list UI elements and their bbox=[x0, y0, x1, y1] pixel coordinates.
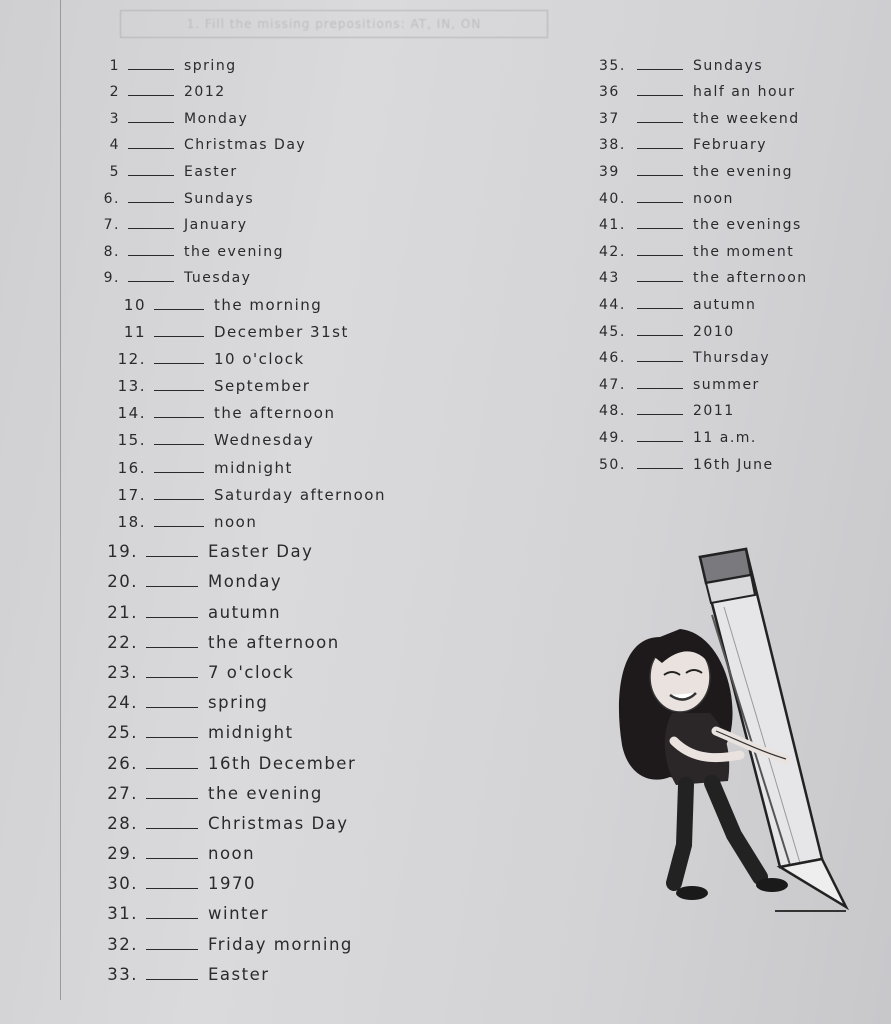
exercise-item bbox=[78, 923, 498, 953]
answer-blank[interactable] bbox=[637, 228, 683, 229]
item-number: 5 bbox=[109, 163, 120, 180]
item-number: 31. bbox=[107, 904, 138, 924]
item-number: 50. bbox=[599, 456, 626, 473]
item-text: Thursday bbox=[693, 350, 771, 367]
answer-blank[interactable] bbox=[128, 175, 174, 176]
answer-blank[interactable] bbox=[154, 472, 204, 473]
item-number: 47. bbox=[599, 376, 626, 393]
item-number: 4 bbox=[109, 137, 120, 154]
answer-blank[interactable] bbox=[146, 707, 198, 708]
exercise-item bbox=[78, 863, 498, 893]
answer-blank[interactable] bbox=[637, 148, 683, 149]
item-text: half an hour bbox=[693, 84, 796, 101]
item-text: Easter bbox=[184, 163, 238, 180]
girl-with-pencil-icon bbox=[600, 545, 860, 925]
item-text: winter bbox=[208, 904, 269, 924]
answer-blank[interactable] bbox=[146, 768, 198, 769]
exercise-item bbox=[78, 74, 498, 101]
item-text: the evening bbox=[693, 163, 793, 180]
answer-blank[interactable] bbox=[128, 255, 174, 256]
item-text: Monday bbox=[184, 110, 249, 127]
exercise-item bbox=[78, 803, 498, 833]
item-text: the afternoon bbox=[693, 270, 808, 287]
item-number: 43 bbox=[599, 270, 620, 287]
item-number: 32. bbox=[107, 934, 138, 954]
exercise-instruction: 1. Fill the missing prepositions: AT, IN, ON bbox=[120, 10, 548, 38]
item-number: 28. bbox=[107, 813, 138, 833]
item-text: the afternoon bbox=[208, 632, 340, 652]
item-number: 16. bbox=[117, 458, 146, 477]
item-text: autumn bbox=[693, 296, 757, 313]
exercise-item bbox=[78, 449, 498, 476]
exercise-item bbox=[78, 773, 498, 803]
exercise-item bbox=[78, 652, 498, 682]
answer-blank[interactable] bbox=[128, 202, 174, 203]
exercise-item bbox=[585, 100, 875, 127]
item-number: 11 bbox=[123, 322, 146, 341]
item-text: noon bbox=[208, 844, 256, 864]
item-number: 7. bbox=[103, 217, 120, 234]
exercise-item bbox=[78, 422, 498, 449]
answer-blank[interactable] bbox=[128, 281, 174, 282]
item-text: 7 o'clock bbox=[208, 662, 295, 682]
item-text: noon bbox=[214, 513, 258, 532]
answer-blank[interactable] bbox=[154, 444, 204, 445]
answer-blank[interactable] bbox=[637, 335, 683, 336]
exercise-item bbox=[78, 504, 498, 531]
exercise-item bbox=[78, 742, 498, 772]
exercise-item bbox=[78, 893, 498, 923]
answer-blank[interactable] bbox=[146, 828, 198, 829]
item-text: February bbox=[693, 137, 768, 154]
exercise-item bbox=[78, 561, 498, 591]
item-number: 21. bbox=[107, 602, 138, 622]
exercise-item bbox=[585, 47, 875, 74]
item-text: Monday bbox=[208, 572, 283, 592]
answer-blank[interactable] bbox=[154, 309, 204, 310]
item-text: the evenings bbox=[693, 217, 802, 234]
exercise-item bbox=[78, 314, 498, 341]
item-number: 15. bbox=[117, 431, 146, 450]
exercise-item bbox=[585, 207, 875, 234]
item-number: 6. bbox=[103, 190, 120, 207]
answer-blank[interactable] bbox=[128, 69, 174, 70]
exercise-item bbox=[78, 127, 498, 154]
item-text: September bbox=[214, 377, 311, 396]
item-number: 41. bbox=[599, 217, 626, 234]
exercise-item bbox=[585, 127, 875, 154]
item-text: the afternoon bbox=[214, 404, 336, 423]
exercise-item bbox=[585, 313, 875, 340]
answer-blank[interactable] bbox=[128, 122, 174, 123]
item-text: Christmas Day bbox=[184, 137, 307, 154]
item-number: 12. bbox=[117, 349, 146, 368]
exercise-item bbox=[78, 712, 498, 742]
item-text: midnight bbox=[208, 723, 294, 743]
exercise-item bbox=[585, 180, 875, 207]
answer-blank[interactable] bbox=[146, 586, 198, 587]
exercise-item bbox=[585, 340, 875, 367]
exercise-item bbox=[585, 153, 875, 180]
item-number: 20. bbox=[107, 572, 138, 592]
item-number: 27. bbox=[107, 783, 138, 803]
answer-blank[interactable] bbox=[146, 617, 198, 618]
answer-blank[interactable] bbox=[637, 414, 683, 415]
item-text: Tuesday bbox=[184, 270, 252, 287]
item-number: 25. bbox=[107, 723, 138, 743]
item-text: spring bbox=[184, 57, 237, 74]
exercise-item bbox=[78, 395, 498, 422]
answer-blank[interactable] bbox=[154, 363, 204, 364]
item-number: 38. bbox=[599, 137, 626, 154]
exercise-item bbox=[585, 74, 875, 101]
item-number: 14. bbox=[117, 404, 146, 423]
answer-blank[interactable] bbox=[637, 69, 683, 70]
exercise-item bbox=[78, 954, 498, 984]
answer-blank[interactable] bbox=[128, 228, 174, 229]
answer-blank[interactable] bbox=[637, 281, 683, 282]
item-number: 48. bbox=[599, 403, 626, 420]
answer-blank[interactable] bbox=[128, 148, 174, 149]
item-text: the evening bbox=[184, 243, 284, 260]
item-text: 1970 bbox=[208, 874, 256, 894]
exercise-item bbox=[585, 286, 875, 313]
item-number: 10 bbox=[123, 295, 146, 314]
item-number: 40. bbox=[599, 190, 626, 207]
exercise-item bbox=[78, 477, 498, 504]
right-exercise-column bbox=[585, 47, 875, 473]
answer-blank[interactable] bbox=[637, 175, 683, 176]
item-text: the evening bbox=[208, 783, 323, 803]
item-number: 26. bbox=[107, 753, 138, 773]
item-number: 24. bbox=[107, 693, 138, 713]
exercise-item bbox=[78, 47, 498, 74]
item-number: 3 bbox=[109, 110, 120, 127]
answer-blank[interactable] bbox=[637, 361, 683, 362]
item-text: Saturday afternoon bbox=[214, 485, 386, 504]
item-text: Easter Day bbox=[208, 542, 314, 562]
exercise-item bbox=[78, 682, 498, 712]
answer-blank[interactable] bbox=[154, 417, 204, 418]
exercise-item bbox=[585, 446, 875, 473]
item-number: 19. bbox=[107, 542, 138, 562]
exercise-item bbox=[78, 531, 498, 561]
answer-blank[interactable] bbox=[637, 388, 683, 389]
item-text: 2012 bbox=[184, 84, 226, 101]
exercise-item bbox=[78, 180, 498, 207]
item-text: autumn bbox=[208, 602, 282, 622]
item-text: the moment bbox=[693, 243, 795, 260]
answer-blank[interactable] bbox=[146, 949, 198, 950]
exercise-item bbox=[78, 233, 498, 260]
answer-blank[interactable] bbox=[154, 390, 204, 391]
exercise-item bbox=[78, 622, 498, 652]
item-text: noon bbox=[693, 190, 734, 207]
answer-blank[interactable] bbox=[637, 202, 683, 203]
item-number: 29. bbox=[107, 844, 138, 864]
item-number: 18. bbox=[117, 513, 146, 532]
item-number: 23. bbox=[107, 662, 138, 682]
answer-blank[interactable] bbox=[146, 677, 198, 678]
item-number: 22. bbox=[107, 632, 138, 652]
item-text: 10 o'clock bbox=[214, 349, 305, 368]
answer-blank[interactable] bbox=[146, 858, 198, 859]
item-number: 17. bbox=[117, 485, 146, 504]
item-text: spring bbox=[208, 693, 269, 713]
answer-blank[interactable] bbox=[146, 888, 198, 889]
exercise-item bbox=[78, 207, 498, 234]
answer-blank[interactable] bbox=[146, 979, 198, 980]
item-text: Wednesday bbox=[214, 431, 315, 450]
answer-blank[interactable] bbox=[637, 308, 683, 309]
left-exercise-column bbox=[78, 47, 498, 984]
exercise-item bbox=[585, 260, 875, 287]
item-number: 9. bbox=[103, 270, 120, 287]
exercise-item bbox=[585, 233, 875, 260]
item-number: 42. bbox=[599, 243, 626, 260]
item-number: 37 bbox=[599, 110, 620, 127]
answer-blank[interactable] bbox=[154, 336, 204, 337]
item-text: 2011 bbox=[693, 403, 735, 420]
item-number: 2 bbox=[109, 84, 120, 101]
item-number: 1 bbox=[109, 57, 120, 74]
item-number: 35. bbox=[599, 57, 626, 74]
item-text: December 31st bbox=[214, 322, 349, 341]
item-text: 16th December bbox=[208, 753, 357, 773]
answer-blank[interactable] bbox=[637, 122, 683, 123]
item-text: midnight bbox=[214, 458, 293, 477]
item-text: January bbox=[184, 217, 248, 234]
item-number: 46. bbox=[599, 350, 626, 367]
item-text: the morning bbox=[214, 295, 323, 314]
exercise-item bbox=[78, 591, 498, 621]
exercise-item bbox=[78, 153, 498, 180]
item-text: summer bbox=[693, 376, 760, 393]
item-number: 8. bbox=[103, 243, 120, 260]
answer-blank[interactable] bbox=[146, 737, 198, 738]
exercise-item bbox=[585, 419, 875, 446]
answer-blank[interactable] bbox=[146, 647, 198, 648]
exercise-item bbox=[78, 100, 498, 127]
answer-blank[interactable] bbox=[637, 95, 683, 96]
item-text: 11 a.m. bbox=[693, 429, 757, 446]
answer-blank[interactable] bbox=[146, 798, 198, 799]
item-number: 49. bbox=[599, 429, 626, 446]
exercise-item bbox=[78, 341, 498, 368]
item-text: Sundays bbox=[693, 57, 764, 74]
exercise-item bbox=[585, 393, 875, 420]
item-number: 44. bbox=[599, 296, 626, 313]
item-number: 36 bbox=[599, 84, 620, 101]
item-text: Christmas Day bbox=[208, 813, 349, 833]
item-number: 33. bbox=[107, 964, 138, 984]
exercise-item bbox=[78, 260, 498, 287]
answer-blank[interactable] bbox=[128, 95, 174, 96]
item-number: 39 bbox=[599, 163, 620, 180]
item-number: 13. bbox=[117, 377, 146, 396]
answer-blank[interactable] bbox=[154, 499, 204, 500]
answer-blank[interactable] bbox=[154, 526, 204, 527]
answer-blank[interactable] bbox=[637, 255, 683, 256]
item-text: Sundays bbox=[184, 190, 255, 207]
answer-blank[interactable] bbox=[146, 918, 198, 919]
exercise-item bbox=[78, 833, 498, 863]
item-text: 16th June bbox=[693, 456, 774, 473]
exercise-item bbox=[78, 368, 498, 395]
item-text: 2010 bbox=[693, 323, 735, 340]
item-text: Friday morning bbox=[208, 934, 353, 954]
page-margin-line bbox=[60, 0, 61, 1000]
answer-blank[interactable] bbox=[637, 441, 683, 442]
item-number: 45. bbox=[599, 323, 626, 340]
answer-blank[interactable] bbox=[637, 468, 683, 469]
exercise-item bbox=[78, 286, 498, 313]
exercise-item bbox=[585, 366, 875, 393]
item-text: the weekend bbox=[693, 110, 800, 127]
item-text: Easter bbox=[208, 964, 270, 984]
answer-blank[interactable] bbox=[146, 556, 198, 557]
item-number: 30. bbox=[107, 874, 138, 894]
